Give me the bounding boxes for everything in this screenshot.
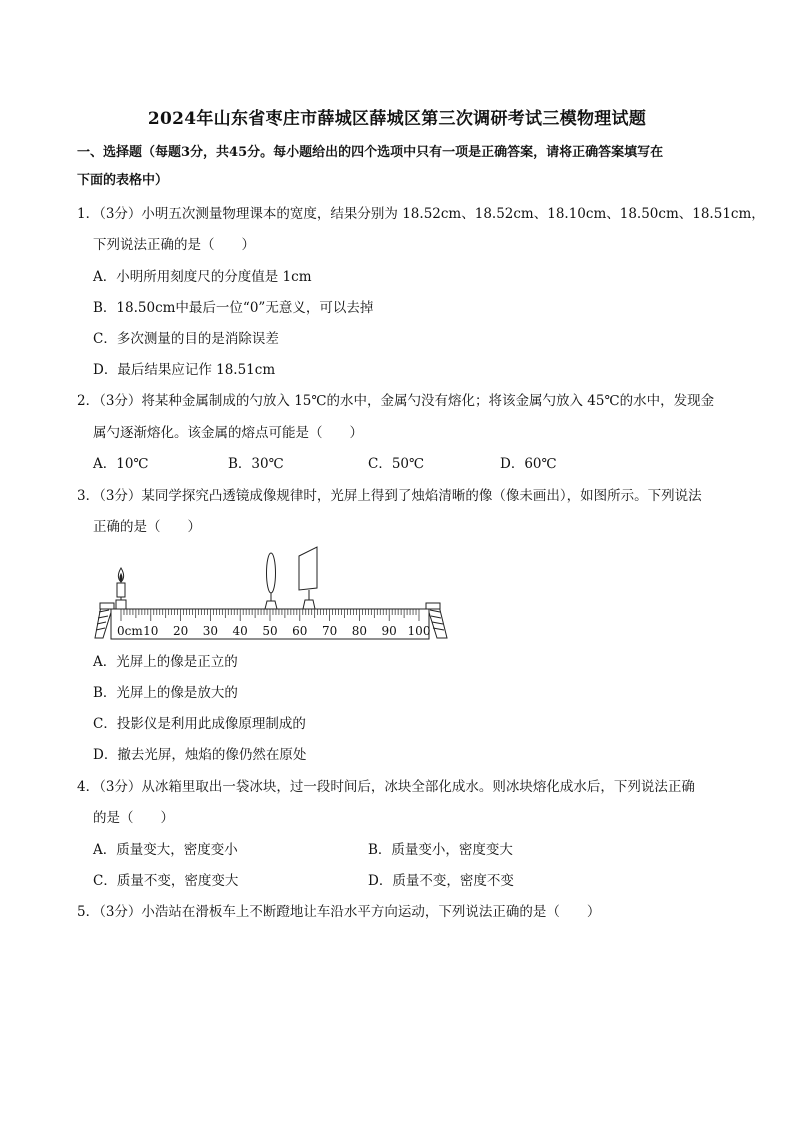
question-1-option-c: C．多次测量的目的是消除误差 (93, 331, 279, 347)
section-heading (77, 139, 727, 195)
question-3-option-b: B．光屏上的像是放大的 (93, 685, 238, 701)
question-1-option-a: A．小明所用刻度尺的分度值是 1cm (93, 269, 312, 285)
question-3-line1: 3．（3分）某同学探究凸透镜成像规律时，光屏上得到了烛焰清晰的像（像未画出），如图所示。下列说法 (77, 488, 702, 504)
question-3-option-c: C．投影仪是利用此成像原理制成的 (93, 716, 306, 732)
question-2-option-b: B．30℃ (228, 456, 284, 472)
section-heading-line1: 一、选择题（每题3分，共45分。每小题给出的四个选项中只有一项是正确答案，请将正确答案填写在 (77, 145, 664, 160)
convex-lens-icon (265, 553, 277, 609)
ruler-label: 50 (262, 624, 278, 638)
section-heading-line2: 下面的表格中） (77, 173, 169, 188)
question-4-option-a: A．质量变大，密度变小 (93, 842, 238, 858)
light-screen-icon (299, 547, 317, 609)
question-1-option-d: D．最后结果应记作 18.51cm (93, 362, 276, 378)
ruler-label: 30 (202, 624, 219, 638)
question-4-option-b: B．质量变小，密度变大 (368, 842, 513, 858)
ruler-label: 0cm (117, 624, 143, 638)
question-2-option-a: A．10℃ (93, 456, 149, 472)
question-4-option-d: D．质量不变，密度不变 (368, 873, 514, 889)
question-4-option-c: C．质量不变，密度变大 (93, 873, 239, 889)
ruler-label: 20 (172, 624, 189, 638)
ruler-label: 100 (407, 624, 431, 638)
question-3-line2: 正确的是（ ） (93, 519, 201, 535)
question-4-line2: 的是（ ） (93, 810, 174, 826)
ruler-label: 80 (351, 624, 368, 638)
ruler-label: 10 (143, 624, 159, 638)
question-1-line2: 下列说法正确的是（ ） (93, 237, 255, 253)
question-2-line1: 2．（3分）将某种金属制成的勺放入 15℃的水中，金属勺没有熔化；将该金属勺放入 45℃的水中，发现金 (77, 393, 715, 409)
question-4-line1: 4．（3分）从冰箱里取出一袋冰块，过一段时间后，冰块全部化成水。则冰块熔化成水后，下列说法正确 (77, 779, 695, 795)
question-3-option-d: D．撤去光屏，烛焰的像仍然在原处 (93, 747, 307, 763)
ruler-label: 70 (321, 624, 338, 638)
ruler-label: 40 (232, 624, 248, 638)
question-2-line2: 属勺逐渐熔化。该金属的熔点可能是（ ） (93, 425, 363, 441)
candle-icon (116, 568, 126, 609)
question-3-option-a: A．光屏上的像是正立的 (93, 654, 238, 670)
question-2-option-c: C．50℃ (368, 456, 425, 472)
question-2-option-d: D．60℃ (500, 456, 557, 472)
question-1-option-b: B．18.50cm中最后一位“0”无意义，可以去掉 (93, 300, 374, 316)
page-title: 2024年山东省枣庄市薛城区薛城区第三次调研考试三模物理试题 (147, 109, 647, 129)
ruler-label: 60 (292, 624, 308, 638)
ruler-label: 90 (381, 624, 397, 638)
question-5-line1: 5．（3分）小浩站在滑板车上不断蹬地让车沿水平方向运动，下列说法正确的是（ ） (77, 904, 601, 920)
optical-bench-figure (93, 540, 453, 645)
question-1-line1: 1．（3分）小明五次测量物理课本的宽度，结果分别为 18.52cm、18.52cm、18.10cm、18.50cm、18.51cm， (77, 206, 765, 222)
